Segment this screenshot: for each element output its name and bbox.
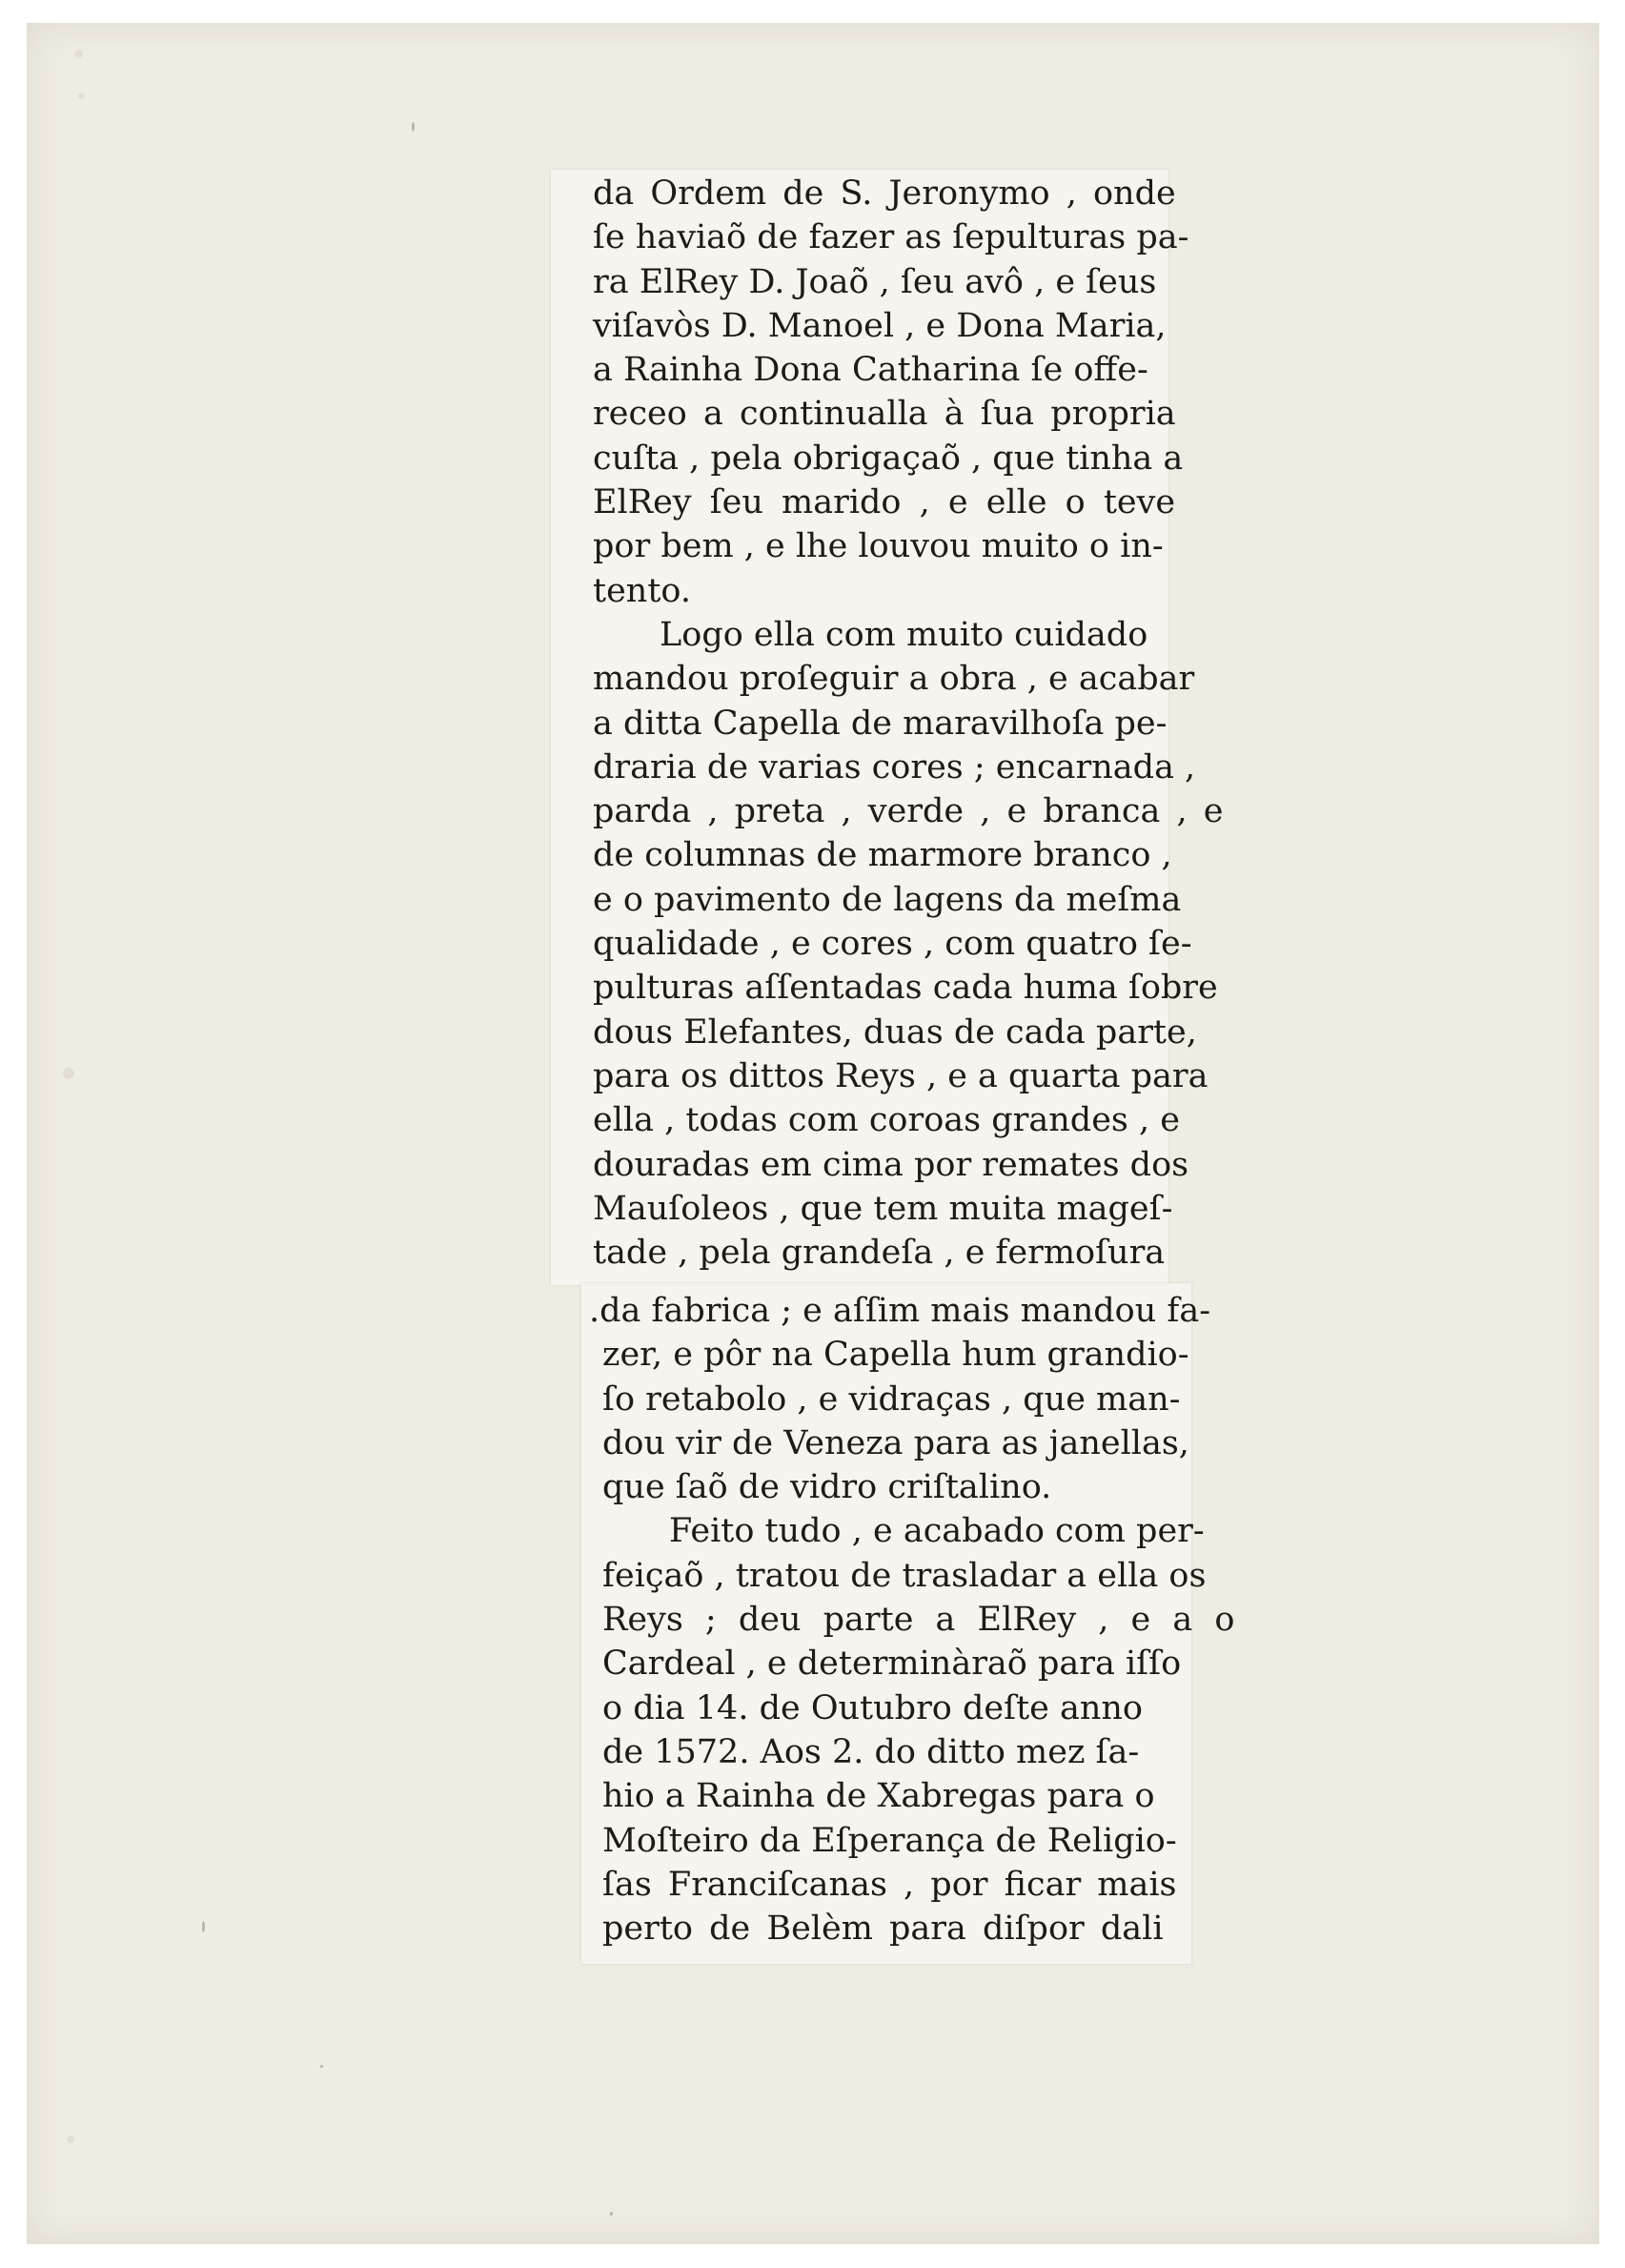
text-line: qualidade , e cores , com quatro ſe- [593, 925, 1192, 964]
text-line: viſavòs D. Manoel , e Dona Maria, [593, 306, 1167, 345]
text-line: ſe haviaõ de fazer as ſepulturas pa- [593, 218, 1189, 257]
binding-hole-mark [74, 50, 83, 58]
text-line: ra ElRey D. Joaõ , ſeu avô , e ſeus [593, 262, 1157, 301]
text-line: perto de Belèm para diſpor dali [602, 1910, 1164, 1949]
text-line: da Ordem de S. Jeronymo , onde [593, 174, 1176, 213]
text-line: pulturas aſſentadas cada huma ſobre [593, 969, 1218, 1008]
text-line: a ditta Capella de maravilhoſa pe- [593, 704, 1168, 743]
binding-hole-mark [63, 1068, 74, 1079]
text-line: Mauſoleos , que tem muita mageſ- [593, 1189, 1173, 1228]
text-line: douradas em cima por remates dos [593, 1145, 1189, 1184]
text-line: ella , todas com coroas grandes , e [593, 1101, 1180, 1140]
text-column-bottom [589, 1289, 1235, 1951]
text-line: hio a Rainha de Xabregas para o [602, 1777, 1155, 1816]
text-line: ſo retabolo , e vidraças , que man- [602, 1379, 1181, 1419]
text-line: que ſaõ de vidro criſtalino. [602, 1468, 1052, 1507]
text-line: receo a continualla à ſua propria [593, 395, 1176, 434]
text-line: o dia 14. de Outubro deſte anno [602, 1688, 1143, 1727]
text-line: de 1572. Aos 2. do ditto mez ſa- [602, 1732, 1140, 1771]
paper-speck [610, 2212, 613, 2216]
text-line: para os dittos Reys , e a quarta para [593, 1056, 1209, 1095]
text-line: e o pavimento de lagens da meſma [593, 880, 1182, 919]
text-line: parda , preta , verde , e branca , e [593, 792, 1224, 831]
text-line: Reys ; deu parte a ElRey , e a o [602, 1601, 1235, 1640]
binding-hole-mark [78, 93, 84, 99]
text-line: de columnas de marmore branco , [593, 836, 1172, 875]
text-line: cuſta , pela obrigaçaõ , que tinha a [593, 439, 1184, 478]
text-line: Logo ella com muito cuidado [660, 615, 1148, 654]
text-line: zer, e pôr na Capella hum grandio- [602, 1336, 1189, 1375]
text-line: feiçaõ , tratou de trasladar a ella os [602, 1556, 1207, 1595]
text-line: tento. [593, 571, 691, 610]
text-line: tade , pela grandeſa , e fermoſura [593, 1234, 1166, 1273]
text-line: Moſteiro da Eſperança de Religio- [602, 1821, 1177, 1860]
text-column-top [593, 172, 1224, 1275]
text-line: ElRey ſeu marido , e elle o teve [593, 483, 1176, 522]
text-line: dou vir de Veneza para as janellas, [602, 1423, 1189, 1462]
text-line: .da fabrica ; e aſſim mais mandou fa- [589, 1292, 1211, 1330]
paper-speck [412, 122, 415, 132]
text-line: Feito tudo , e acabado com per- [669, 1512, 1205, 1551]
text-line: a Rainha Dona Catharina ſe offe- [593, 351, 1148, 390]
text-line: Cardeal , e determinàraõ para iſſo [602, 1645, 1182, 1684]
paper-speck [202, 1921, 205, 1932]
binding-hole-mark [67, 2135, 74, 2143]
text-line: draria de varias cores ; encarnada , [593, 747, 1196, 787]
paper-speck [320, 2065, 323, 2068]
text-line: ſas Franciſcanas , por ficar mais [602, 1865, 1177, 1904]
text-line: por bem , e lhe louvou muito o in- [593, 527, 1164, 566]
text-line: dous Elefantes, duas de cada parte, [593, 1012, 1197, 1052]
text-line: mandou proſeguir a obra , e acabar [593, 660, 1195, 699]
